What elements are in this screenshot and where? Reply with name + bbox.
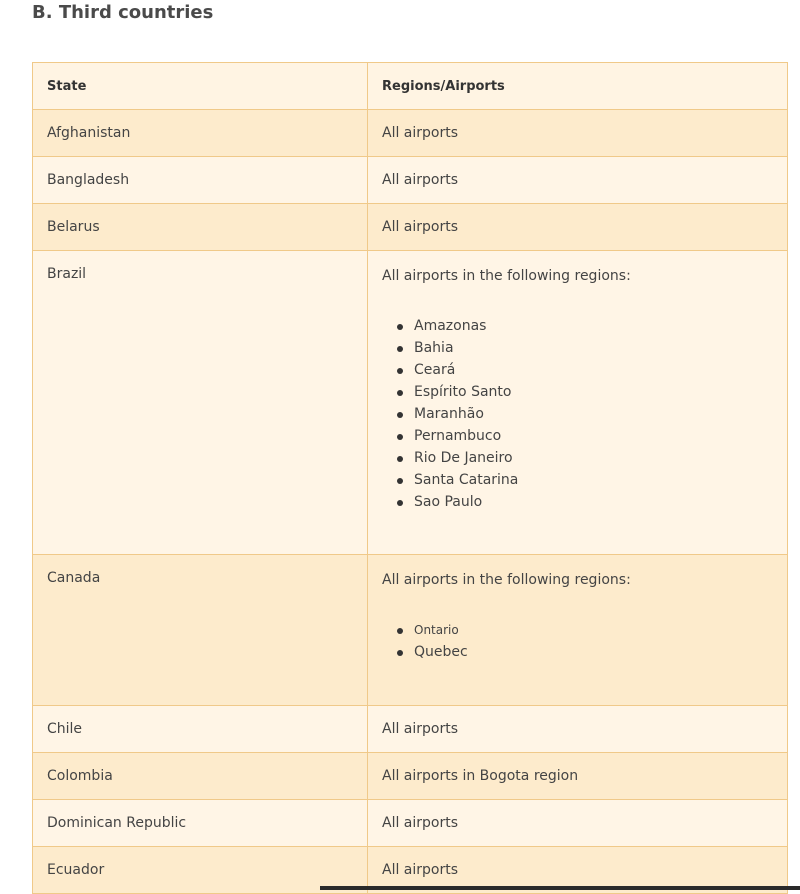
list-item: Espírito Santo: [414, 383, 773, 405]
list-item: Rio De Janeiro: [414, 449, 773, 471]
regions-intro-text: All airports in the following regions:: [382, 268, 631, 284]
list-item: Bahia: [414, 339, 773, 361]
list-item: Ontario: [414, 621, 773, 643]
state-cell: Belarus: [33, 204, 368, 251]
table-row: [33, 555, 788, 706]
list-item: Santa Catarina: [414, 471, 773, 493]
state-cell: Colombia: [33, 753, 368, 800]
regions-cell: All airports: [368, 157, 788, 204]
region-list: [382, 621, 773, 665]
table-row: [33, 706, 788, 753]
page-title: B. Third countries: [32, 2, 214, 23]
list-item: Sao Paulo: [414, 493, 773, 515]
table-row: [33, 800, 788, 847]
region-list: [382, 317, 773, 515]
third-countries-table: [32, 62, 788, 894]
list-item: Quebec: [414, 643, 773, 665]
table-row: [33, 251, 788, 555]
state-cell: Canada: [33, 555, 368, 706]
state-cell: Chile: [33, 706, 368, 753]
regions-cell: All airports: [368, 847, 788, 894]
table-header-row: [33, 63, 788, 110]
table-row: [33, 157, 788, 204]
state-cell: Brazil: [33, 251, 368, 555]
list-item: Amazonas: [414, 317, 773, 339]
regions-cell: All airports in Bogota region: [368, 753, 788, 800]
regions-cell: [368, 555, 788, 706]
regions-cell: All airports: [368, 204, 788, 251]
column-header-regions: Regions/Airports: [368, 63, 788, 110]
state-cell: Dominican Republic: [33, 800, 368, 847]
state-cell: Ecuador: [33, 847, 368, 894]
column-header-state: State: [33, 63, 368, 110]
regions-intro-text: All airports in the following regions:: [382, 572, 631, 588]
bottom-divider: [320, 886, 800, 890]
regions-cell: All airports: [368, 706, 788, 753]
regions-cell: [368, 251, 788, 555]
list-item: Pernambuco: [414, 427, 773, 449]
list-item: Ceará: [414, 361, 773, 383]
regions-cell: All airports: [368, 110, 788, 157]
table-row: [33, 204, 788, 251]
table-row: [33, 110, 788, 157]
regions-cell: All airports: [368, 800, 788, 847]
state-cell: Afghanistan: [33, 110, 368, 157]
state-cell: Bangladesh: [33, 157, 368, 204]
table-row: [33, 753, 788, 800]
list-item: Maranhão: [414, 405, 773, 427]
